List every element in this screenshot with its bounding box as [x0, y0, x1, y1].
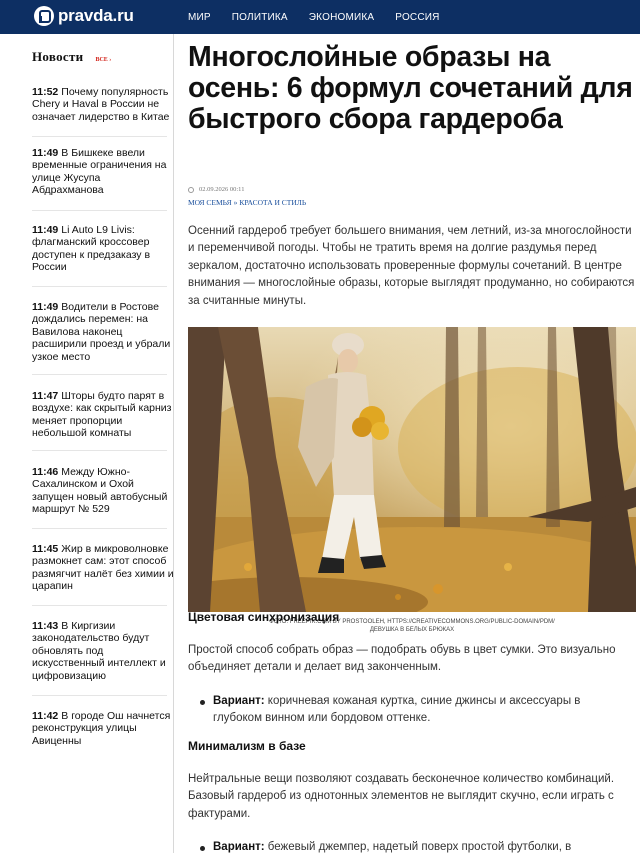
nav-item-russia[interactable]: РОССИЯ — [395, 11, 440, 23]
news-text: В Киргизии законодательство будут обновлять под искусственный интеллект и цифровизацию — [32, 620, 166, 682]
section-heading: Цветовая синхронизация — [188, 610, 340, 624]
news-text: Шторы будто парят в воздухе: как скрытый карниз меняет пропорции небольшой комнаты — [32, 390, 172, 440]
article-date — [188, 186, 244, 193]
news-time: 11:49 — [32, 301, 59, 313]
news-item[interactable] — [32, 710, 174, 747]
news-item[interactable] — [32, 390, 174, 440]
news-sidebar — [0, 34, 174, 853]
news-item[interactable] — [32, 147, 174, 197]
site-logo-text: pravda.ru — [58, 6, 134, 25]
news-item[interactable] — [32, 620, 174, 682]
news-item[interactable] — [32, 224, 174, 274]
news-item[interactable] — [32, 466, 174, 516]
article-title: Многослойные образы на осень: 6 формул сочетаний для быстрого сбора гардероба — [188, 41, 633, 135]
main-nav — [188, 0, 440, 34]
photo-caption-credit: ФОТО: FREEPIK.COM BY PROSTOOLEH, HTTPS://CREATIVECOMMONS.ORG/PUBLIC-DOMAIN/PDM/ — [269, 619, 555, 625]
news-divider — [32, 695, 167, 696]
news-item[interactable] — [32, 543, 174, 593]
bullet-text: бежевый джемпер, надетый поверх простой футболки, в — [264, 841, 572, 853]
clock-icon — [188, 187, 194, 193]
article-date-text: 02.09.2026 00:11 — [199, 186, 245, 193]
news-divider — [32, 605, 167, 606]
photo-caption-title: ДЕВУШКА В БЕЛЫХ БРЮКАХ — [369, 627, 455, 633]
breadcrumb — [188, 198, 306, 207]
autumn-park-photo — [188, 327, 636, 612]
breadcrumb-family[interactable]: МОЯ СЕМЬЯ — [188, 198, 232, 207]
news-divider — [32, 450, 167, 451]
news-divider — [32, 136, 167, 137]
breadcrumb-beauty-style[interactable]: КРАСОТА И СТИЛЬ — [239, 198, 307, 207]
breadcrumb-separator: » — [233, 198, 238, 207]
article-lead: Осенний гардероб требует большего внимания, чем летний, из-за многослойности и переменчивой погоды. Чтобы не тратить время на долгие раздумья перед зеркалом, достаточно использовать проверенные формулы сочетаний. В центре внимания — многослойные образы, которые выглядят продуманно, но собираются за считанные минуты. — [188, 225, 635, 307]
news-text: В городе Ош начнется реконструкция улицы Авиценны — [32, 710, 171, 747]
news-text: Жир в микроволновке размокнет сам: этот способ размягчит налёт без химии и царапин — [32, 543, 174, 593]
news-time: 11:52 — [32, 86, 59, 98]
news-divider — [32, 210, 167, 211]
news-text: Почему популярность Chery и Haval в России не означает лидерство в Китае — [32, 86, 170, 123]
news-item[interactable] — [32, 86, 174, 123]
site-logo[interactable] — [34, 6, 134, 26]
pravda-logo-icon — [34, 6, 54, 26]
article-photo[interactable] — [188, 327, 636, 612]
sidebar-header — [32, 49, 111, 65]
nav-item-politics[interactable]: ПОЛИТИКА — [231, 11, 288, 23]
news-text: В Бишкеке ввели временные ограничения на улице Жусупа Абдрахманова — [32, 147, 167, 197]
bullet-text: коричневая кожаная куртка, синие джинсы и аксессуары в глубоком винном или бордовом оттенке. — [213, 695, 581, 725]
list-item — [200, 839, 618, 853]
news-divider — [32, 286, 167, 287]
news-text: Водители в Ростове дождались перемен: на Вавилова наконец расширили проезд и убрали узкое место — [32, 301, 171, 363]
list-item — [200, 693, 618, 728]
news-time: 11:46 — [32, 466, 59, 478]
news-time: 11:47 — [32, 390, 59, 402]
bullet-label: Вариант: — [213, 841, 265, 853]
section-heading: Минимализм в базе — [188, 739, 306, 753]
news-time: 11:49 — [32, 147, 59, 159]
section-paragraph: Простой способ собрать образ — подобрать обувь в цвет сумки. Это визуально объединяет детали и делает вид законченным. — [188, 644, 616, 674]
news-text: Li Auto L9 Livis: флагманский кроссовер доступен к предзаказу в России — [32, 224, 151, 274]
news-text: Между Южно-Сахалинском и Охой запущен новый автобусный маршрут № 529 — [32, 466, 168, 516]
top-navigation-bar — [0, 0, 640, 34]
nav-item-world[interactable]: МИР — [188, 11, 211, 23]
bullet-label: Вариант: — [213, 695, 265, 707]
news-time: 11:42 — [32, 710, 59, 722]
news-time: 11:43 — [32, 620, 59, 632]
sidebar-title: Новости — [32, 49, 84, 64]
all-news-link[interactable]: ВСЕ › — [95, 57, 112, 63]
news-divider — [32, 374, 167, 375]
news-divider — [32, 528, 167, 529]
section-paragraph: Нейтральные вещи позволяют создавать бесконечное количество комбинаций. Базовый гардероб из однотонных элементов не выглядит скучно, если играть с фактурами. — [188, 773, 615, 820]
news-item[interactable] — [32, 301, 174, 363]
nav-item-economy[interactable]: ЭКОНОМИКА — [308, 11, 375, 23]
news-time: 11:45 — [32, 543, 59, 555]
news-time: 11:49 — [32, 224, 59, 236]
